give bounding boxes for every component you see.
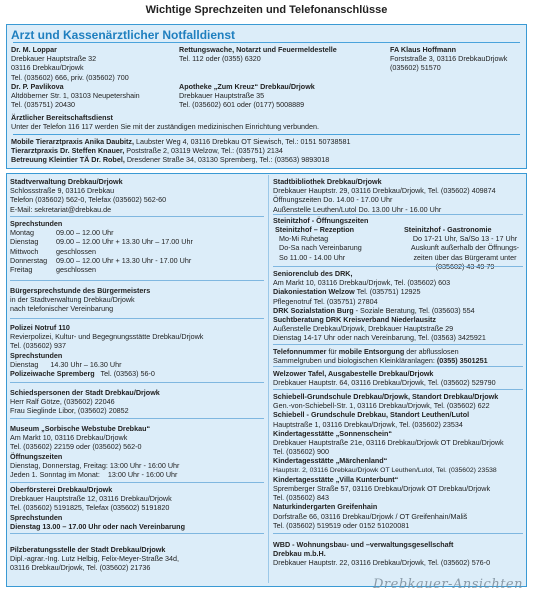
- doctor-name: Dr. P. Pavlikova: [11, 81, 64, 91]
- section-rule: [273, 214, 523, 215]
- page-title: Wichtige Sprechzeiten und Telefonanschlüsse: [145, 4, 388, 16]
- schiedspersonen: [10, 388, 265, 416]
- label-text: Sammelgruben und biologischen Kleinkläranlagen:: [273, 356, 437, 366]
- section-title: Drebkau m.b.H.: [273, 549, 326, 559]
- oberfoersterei: [10, 485, 265, 531]
- section-title: Steinitzhof - Öffnungszeiten: [273, 216, 369, 225]
- bereitschaft-rule: [13, 134, 520, 135]
- section-subtitle: Sprechstunden: [10, 350, 63, 360]
- section-title: Kindertagesstätte „Villa Kunterbunt“: [273, 474, 399, 484]
- sprech-row: [10, 228, 265, 237]
- text-line: [10, 369, 265, 378]
- tierarzt-info: Dresdener Straße 34, 03130 Spremberg, Tel.: (03563) 9893018: [124, 155, 330, 165]
- org-name: DRK Sozialstation Burg: [273, 305, 354, 315]
- text-line: Dienstag 14-17 Uhr oder nach Vereinbarung, Tel. (03563) 3425921: [273, 333, 486, 343]
- text-line: E-Mail: sekretariat@drebkau.de: [10, 204, 112, 214]
- section-rule: [10, 318, 264, 319]
- section-rule: [273, 389, 523, 390]
- address-line: Altdöberner Str. 1, 03103 Neupetershain: [11, 91, 140, 101]
- section-subtitle: Sprechstunden: [10, 512, 63, 522]
- phone-line: Tel. (035602) 666, priv. (035602) 700: [11, 72, 129, 82]
- tierarzt-info: Laubster Weg 4, 03116 Drebkau OT Siewisch, Tel.: 0151 50738581: [134, 137, 351, 146]
- text-line: Am Markt 10, 03116 Drebkau/Drjowk: [10, 433, 128, 443]
- text-line: Do 17-21 Uhr, Sa/So 13 - 17 Uhr: [412, 234, 518, 244]
- text-line: in der Stadtverwaltung Drebkau/Drjowk: [10, 295, 135, 305]
- sprech-row: [10, 247, 265, 256]
- text-line: Auskunft außerhalb der Öffnungs-: [410, 243, 520, 253]
- phone-line: (035602) 51570: [390, 63, 441, 73]
- notdienst-col-2: [179, 45, 389, 109]
- sprech-row: [10, 237, 265, 246]
- section-rule: [10, 482, 264, 483]
- sprech-row: [10, 256, 265, 265]
- label-text: für: [326, 347, 339, 356]
- column-divider: [268, 175, 269, 583]
- text-line: Drebkauer Hauptstr. 22, 03116 Drebkau/Drjowk, Tel. (035602) 576-0: [273, 558, 491, 568]
- text-line: Hauptstr. 2, 03116 Drebkau/Drjowk OT Leuthen/Lutol, Tel. (035602) 23538: [273, 466, 497, 474]
- section-rule: [10, 533, 264, 534]
- text-line: Dorfstraße 66, 03116 Drebkau/Drjowk / OT Greifenhain/Mališ: [273, 511, 468, 521]
- tierarzt-name: Mobile Tierarztpraxis Anika Daubitz,: [11, 137, 135, 146]
- hours: 09.00 – 12.00 Uhr + 13.30 Uhr – 17.00 Uhr: [56, 237, 193, 247]
- section-rule: [10, 216, 264, 217]
- text-line: [273, 306, 525, 315]
- wache-phone: Tel. (03563) 56-0: [94, 369, 155, 379]
- address-line: Drebkauer Hauptstraße 32: [11, 54, 97, 64]
- section-subtitle: Steinitzhof – Rezeption: [275, 225, 355, 234]
- text-line: Schlossstraße 9, 03116 Drebkau: [10, 186, 115, 196]
- label-text: der abflusslosen: [404, 347, 459, 356]
- text-line: Tel. (035602) 900: [273, 447, 329, 457]
- text-line: Am Markt 10, 03116 Drebkau/Drjowk, Tel. (035602) 603: [273, 278, 451, 288]
- section-title: Seniorenclub des DRK,: [273, 269, 353, 278]
- label-bold: mobile Entsorgung: [338, 347, 405, 356]
- phone-bold: (0355) 3501251: [436, 356, 488, 366]
- seniorenclub: [273, 269, 525, 343]
- notdienst-col-1: [11, 45, 181, 109]
- museum: [10, 424, 265, 479]
- text-line: 03116 Drebkau/Drjowk, Tel. (035602) 21736: [10, 563, 151, 573]
- text-line: zeiten über das Bürgeramt unter: [413, 252, 517, 262]
- org-phone: Tel. (035751) 12925: [354, 287, 421, 297]
- org-name: Diakoniestation Welzow: [273, 287, 355, 297]
- hours: 09.00 – 12.00 Uhr: [56, 228, 114, 238]
- steinitzhof-gastronomie: [404, 225, 526, 271]
- text-line: Außenstelle Drebkau/Drjowk, Drebkauer Hauptstraße 29: [273, 324, 454, 334]
- weekday: Donnerstag: [10, 255, 48, 265]
- tafel: [273, 369, 525, 387]
- section-title: Stadtverwaltung Drebkau/Drjowk: [10, 177, 123, 186]
- text-line: Drebkauer Hauptstraße 12, 03116 Drebkau/Drjowk: [10, 494, 172, 504]
- text-line: Gen.-von-Schiebell-Str. 1, 03116 Drebkau/Drjowk, Tel. (035602) 622: [273, 401, 490, 411]
- watermark: Drebkauer-Ansichten: [373, 577, 523, 592]
- weekday: Freitag: [10, 265, 33, 275]
- steinitzhof: [273, 216, 525, 225]
- hours: 09.00 – 12.00 Uhr + 13.30 Uhr - 17.00 Uhr: [56, 255, 192, 265]
- section-rule: [273, 366, 523, 367]
- address-line: Forststraße 3, 03116 DrebkauDrjowk: [390, 54, 508, 64]
- section-title: Schiedspersonen der Stadt Drebkau/Drjowk: [10, 388, 160, 397]
- section-rule: [273, 266, 523, 267]
- section-subtitle: Steinitzhof - Gastronomie: [404, 225, 492, 234]
- label-bold: Telefonnummer: [273, 347, 327, 356]
- section-title: Oberförsterei Drebkau/Drjowk: [10, 485, 113, 494]
- spacer: [179, 63, 389, 72]
- pilzberatung: [10, 545, 265, 573]
- stadtverwaltung: [10, 177, 265, 214]
- text-line: [273, 356, 525, 365]
- text-line: Dienstag 13.00 – 17.00 Uhr oder nach Vereinbarung: [10, 521, 185, 531]
- text-line: Mo-Mi Ruhetag: [279, 234, 329, 244]
- text-line: Tel. (035602) 937: [10, 341, 66, 351]
- text-line: Öffnungszeiten Do. 14.00 - 17.00 Uhr: [273, 195, 393, 205]
- text-line: nach telefonischer Vereinbarung: [10, 304, 114, 314]
- section-title: Schiebell - Grundschule Drebkau, Standort Leuthen/Lutol: [273, 410, 470, 420]
- sprechstunden: [10, 219, 265, 274]
- notdienst-col-3: [390, 45, 525, 73]
- section-title: Museum „Sorbische Webstube Drebkau“: [10, 424, 151, 433]
- hours: geschlossen: [56, 246, 96, 256]
- wache-name: Polizeiwache Spremberg: [10, 369, 95, 379]
- text-line: Tel. (035602) 22159 oder (035602) 562-0: [10, 442, 142, 452]
- schulen-kitas: [273, 392, 525, 530]
- tierarzt-info: Poststraße 2, 03119 Welzow, Tel.: (035751) 2134: [124, 146, 283, 156]
- tierarzt-line: [11, 146, 526, 155]
- text-line: Spremberger Straße 57, 03116 Drebkau/Drjowk OT Drebkau/Drjowk: [273, 484, 491, 494]
- buergersprechstunde: [10, 286, 265, 314]
- phone-line: Tel. 112 oder (0355) 6320: [179, 54, 261, 64]
- text-line: Dienstag, Donnerstag, Freitag: 13:00 Uhr - 16:00 Uhr: [10, 460, 180, 470]
- tierarzt-name: Tierarztpraxis Dr. Steffen Knauer,: [11, 146, 125, 156]
- section-title: Kindertagesstätte „Märchenland“: [273, 456, 388, 466]
- section-rule: [10, 280, 264, 281]
- bereitschaft: [11, 113, 521, 131]
- wbd: [273, 540, 525, 568]
- text-line: Herr Ralf Götze, (035602) 22046: [10, 397, 115, 407]
- org-info: - Soziale Beratung, Tel. (035603) 554: [353, 305, 475, 315]
- section-title: Naturkindergarten Greifenhain: [273, 502, 378, 512]
- tierarzt-line: [11, 155, 526, 164]
- rettung-title: Rettungswache, Notarzt und Feuermeldestelle: [179, 45, 337, 54]
- section-subtitle: Öffnungszeiten: [10, 451, 63, 461]
- spacer: [179, 73, 389, 82]
- section-rule: [273, 344, 523, 345]
- text-line: Drebkauer Hauptstr. 64, 03116 Drebkau/Drjowk, Tel. (035602) 529790: [273, 378, 496, 388]
- section-title: Polizei Notruf 110: [10, 323, 70, 332]
- section-title: Bürgersprechstunde des Bürgermeisters: [10, 286, 151, 295]
- phone-line: Tel. (035751) 20430: [11, 100, 75, 110]
- bereitschaft-text: Unter der Telefon 116 117 werden Sie mit der zuständigen medizinischen Einrichtung verbunden.: [11, 122, 320, 132]
- text-line: [273, 287, 525, 296]
- text-line: Revierpolizei, Kultur- und Begegnungsstätte Drebkau/Drjowk: [10, 332, 204, 342]
- stadtbibliothek: [273, 177, 525, 214]
- text-line: Drebkauer Hauptstraße 21e, 03116 Drebkau/Drjowk OT Drebkau/Drjowk: [273, 438, 504, 448]
- text-line: Tel. (035602) 843: [273, 493, 329, 503]
- text-line: Außenstelle Leuthen/Lutol Do. 13.00 Uhr - 16.00 Uhr: [273, 204, 442, 214]
- text-line: Pflegenotruf Tel. (035751) 27804: [273, 296, 378, 306]
- phone-line: Tel. (035602) 601 oder (0177) 5008889: [179, 100, 305, 110]
- text-line: Do-Sa nach Vereinbarung: [279, 243, 362, 253]
- section-title: Stadtbibliothek Drebkau/Drjowk: [273, 177, 382, 186]
- section-title: WBD - Wohnungsbau- und –verwaltungsgesellschaft: [273, 540, 454, 549]
- section-title: Sprechstunden: [10, 219, 63, 228]
- text-line: Tel. (035602) 519519 oder 0152 51020081: [273, 520, 410, 530]
- section-rule: [10, 418, 264, 419]
- address-line: Drebkauer Hauptstraße 35: [179, 90, 265, 100]
- section-title: Schiebell-Grundschule Drebkau/Drjowk, Standort Drebkau/Drjowk: [273, 392, 499, 401]
- text-line: Frau Sieglinde Libor, (035602) 20852: [10, 406, 129, 416]
- hours: geschlossen: [56, 265, 96, 275]
- section-title: Suchtberatung DRK Kreisverband Niederlausitz: [273, 315, 436, 325]
- text-line: Hauptstraße 1, 03116 Drebkau/Drjowk, Tel. (035602) 23534: [273, 419, 463, 429]
- doctor-name: FA Klaus Hoffmann: [390, 45, 457, 54]
- notdienst-box: [6, 24, 527, 169]
- tierarzt-name: Betreuung Kleintier TÄ Dr. Robel,: [11, 155, 125, 165]
- text-line: Tel. (035602) 5191825, Telefax (035602) 5191820: [10, 503, 170, 513]
- notdienst-heading: Arzt und Kassenärztlicher Notfalldienst: [11, 28, 236, 42]
- section-title: Pilzberatungsstelle der Stadt Drebkau/Drjowk: [10, 545, 166, 554]
- section-rule: [273, 533, 523, 534]
- text-line: Dipl.-agrar.-Ing. Lutz Helbig, Felix-Meyer-Straße 34d,: [10, 554, 179, 564]
- sprech-row: [10, 265, 265, 274]
- text-line: Dienstag 14.30 Uhr – 16.30 Uhr: [10, 359, 122, 369]
- section-title: Welzower Tafel, Ausgabestelle Drebkau/Drjowk: [273, 369, 434, 378]
- section-rule: [10, 382, 264, 383]
- weekday: Montag: [10, 228, 34, 238]
- doctor-name: Dr. M. Loppar: [11, 45, 57, 54]
- text-line: Jeden 1. Sonntag im Monat: 13:00 Uhr - 16:00 Uhr: [10, 470, 178, 480]
- tierarzt-line: [11, 137, 526, 146]
- weekday: Dienstag: [10, 237, 39, 247]
- steinitzhof-rezeption: [275, 225, 400, 262]
- weekday: Mittwoch: [10, 246, 39, 256]
- text-line: [273, 347, 525, 356]
- entsorgung: [273, 347, 525, 365]
- text-line: Telefon (035602) 562-0, Telefax (035602) 562-60: [10, 195, 167, 205]
- apotheke-title: Apotheke „Zum Kreuz“ Drebkau/Drjowk: [179, 81, 315, 91]
- polizei: [10, 323, 265, 378]
- text-line: So 11.00 - 14.00 Uhr: [279, 252, 346, 262]
- section-title: Kindertagesstätte „Sonnenschein“: [273, 428, 393, 438]
- heading-rule: [13, 42, 520, 43]
- tierarzt-list: [11, 137, 526, 165]
- address-line: 03116 Drebkau/Drjowk: [11, 63, 84, 73]
- text-line: Drebkauer Hauptstr. 29, 03116 Drebkau/Drjowk, Tel. (035602) 409874: [273, 186, 496, 196]
- bereitschaft-title: Ärztlicher Bereitschaftsdienst: [11, 113, 113, 122]
